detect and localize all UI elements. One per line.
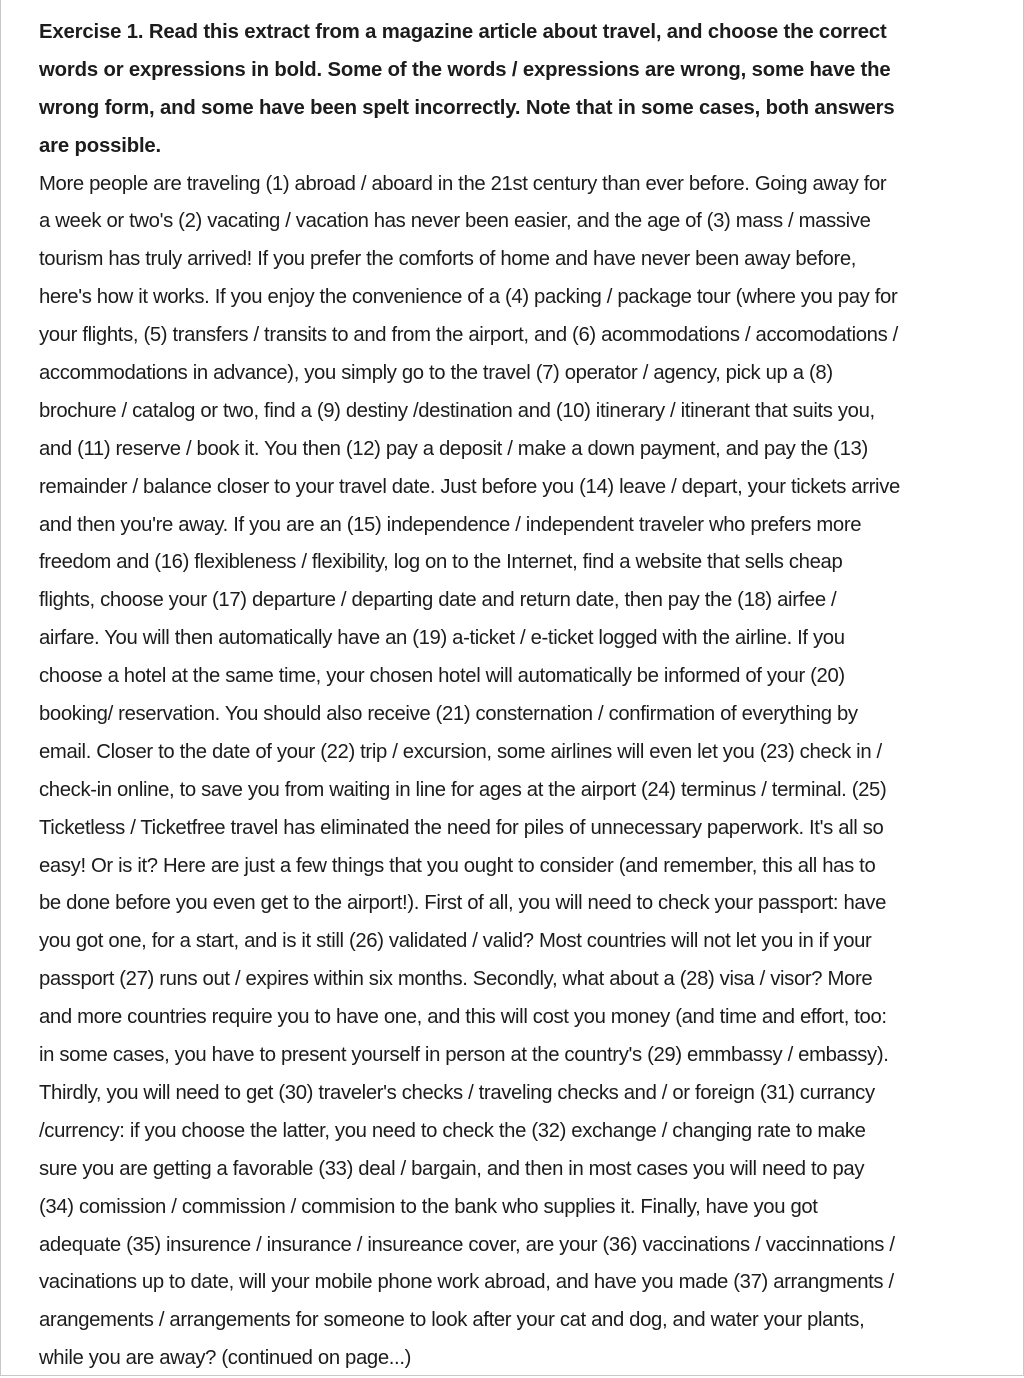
article-line: and (11) reserve / book it. You then (12) pay a deposit / make a down payment, and pay the (13) — [39, 437, 868, 460]
article-line: choose a hotel at the same time, your chosen hotel will automatically be informed of your (20) — [39, 665, 845, 688]
article-line: accommodations in advance), you simply go to the travel (7) operator / agency, pick up a (8) — [39, 362, 833, 385]
article-line: brochure / catalog or two, find a (9) destiny /destination and (10) itinerary / itinerant that suits you, — [39, 399, 875, 422]
exercise-content — [39, 14, 1017, 1378]
exercise-instructions — [39, 14, 1017, 166]
article-line: while you are away? (continued on page...) — [39, 1347, 412, 1370]
article-line: /currency: if you choose the latter, you need to check the (32) exchange / changing rate to make — [39, 1119, 866, 1142]
article-line: airfare. You will then automatically have an (19) a-ticket / e-ticket logged with the airline. If you — [39, 627, 845, 650]
article-line: be done before you even get to the airport!). First of all, you will need to check your passport: have — [39, 892, 887, 915]
article-line: vacinations up to date, will your mobile phone work abroad, and have you made (37) arrangments / — [39, 1271, 894, 1294]
article-line: and then you're away. If you are an (15) independence / independent traveler who prefers more — [39, 513, 862, 536]
article-line: arangements / arrangements for someone to look after your cat and dog, and water your plants, — [39, 1309, 865, 1332]
article-line: More people are traveling (1) abroad / aboard in the 21st century than ever before. Going away for — [39, 172, 887, 195]
instruction-line: words or expressions in bold. Some of the words / expressions are wrong, some have the — [39, 58, 891, 81]
article-line: and more countries require you to have one, and this will cost you money (and time and effort, too: — [39, 1006, 887, 1029]
article-line: adequate (35) insurence / insurance / insureance cover, are your (36) vaccinations / vaccinnations / — [39, 1233, 895, 1256]
article-line: tourism has truly arrived! If you prefer the comforts of home and have never been away before, — [39, 248, 857, 271]
article-line: booking/ reservation. You should also receive (21) consternation / confirmation of everything by — [39, 703, 858, 726]
instruction-line: wrong form, and some have been spelt incorrectly. Note that in some cases, both answers — [39, 96, 895, 119]
article-line: you got one, for a start, and is it still (26) validated / valid? Most countries will not let you in if your — [39, 930, 872, 953]
article-text — [39, 166, 1017, 1378]
article-line: freedom and (16) flexibleness / flexibility, log on to the Internet, find a website that sells cheap — [39, 551, 843, 574]
article-line: Thirdly, you will need to get (30) traveler's checks / traveling checks and / or foreign (31) currancy — [39, 1081, 875, 1104]
article-line: your flights, (5) transfers / transits to and from the airport, and (6) acommodations / accomodations / — [39, 324, 898, 347]
article-line: (34) comission / commission / commision to the bank who supplies it. Finally, have you got — [39, 1195, 818, 1218]
article-line: a week or two's (2) vacating / vacation has never been easier, and the age of (3) mass / massive — [39, 210, 871, 233]
article-line: here's how it works. If you enjoy the convenience of a (4) packing / package tour (where you pay for — [39, 286, 898, 309]
article-line: flights, choose your (17) departure / departing date and return date, then pay the (18) airfee / — [39, 589, 837, 612]
article-line: Ticketless / Ticketfree travel has eliminated the need for piles of unnecessary paperwork. It's all so — [39, 816, 884, 839]
article-line: easy! Or is it? Here are just a few things that you ought to consider (and remember, this all has to — [39, 854, 876, 877]
article-line: sure you are getting a favorable (33) deal / bargain, and then in most cases you will need to pay — [39, 1157, 865, 1180]
instruction-line: are possible. — [39, 134, 162, 157]
article-line: remainder / balance closer to your travel date. Just before you (14) leave / depart, your tickets arrive — [39, 475, 900, 498]
article-line: email. Closer to the date of your (22) trip / excursion, some airlines will even let you (23) check in / — [39, 740, 882, 763]
instruction-line: Exercise 1. Read this extract from a magazine article about travel, and choose the correct — [39, 21, 887, 43]
article-line: in some cases, you have to present yourself in person at the country's (29) emmbassy / embassy). — [39, 1044, 889, 1067]
article-line: passport (27) runs out / expires within six months. Secondly, what about a (28) visa / visor? More — [39, 968, 873, 991]
article-line: check-in online, to save you from waiting in line for ages at the airport (24) terminus / terminal. (25) — [39, 778, 887, 801]
